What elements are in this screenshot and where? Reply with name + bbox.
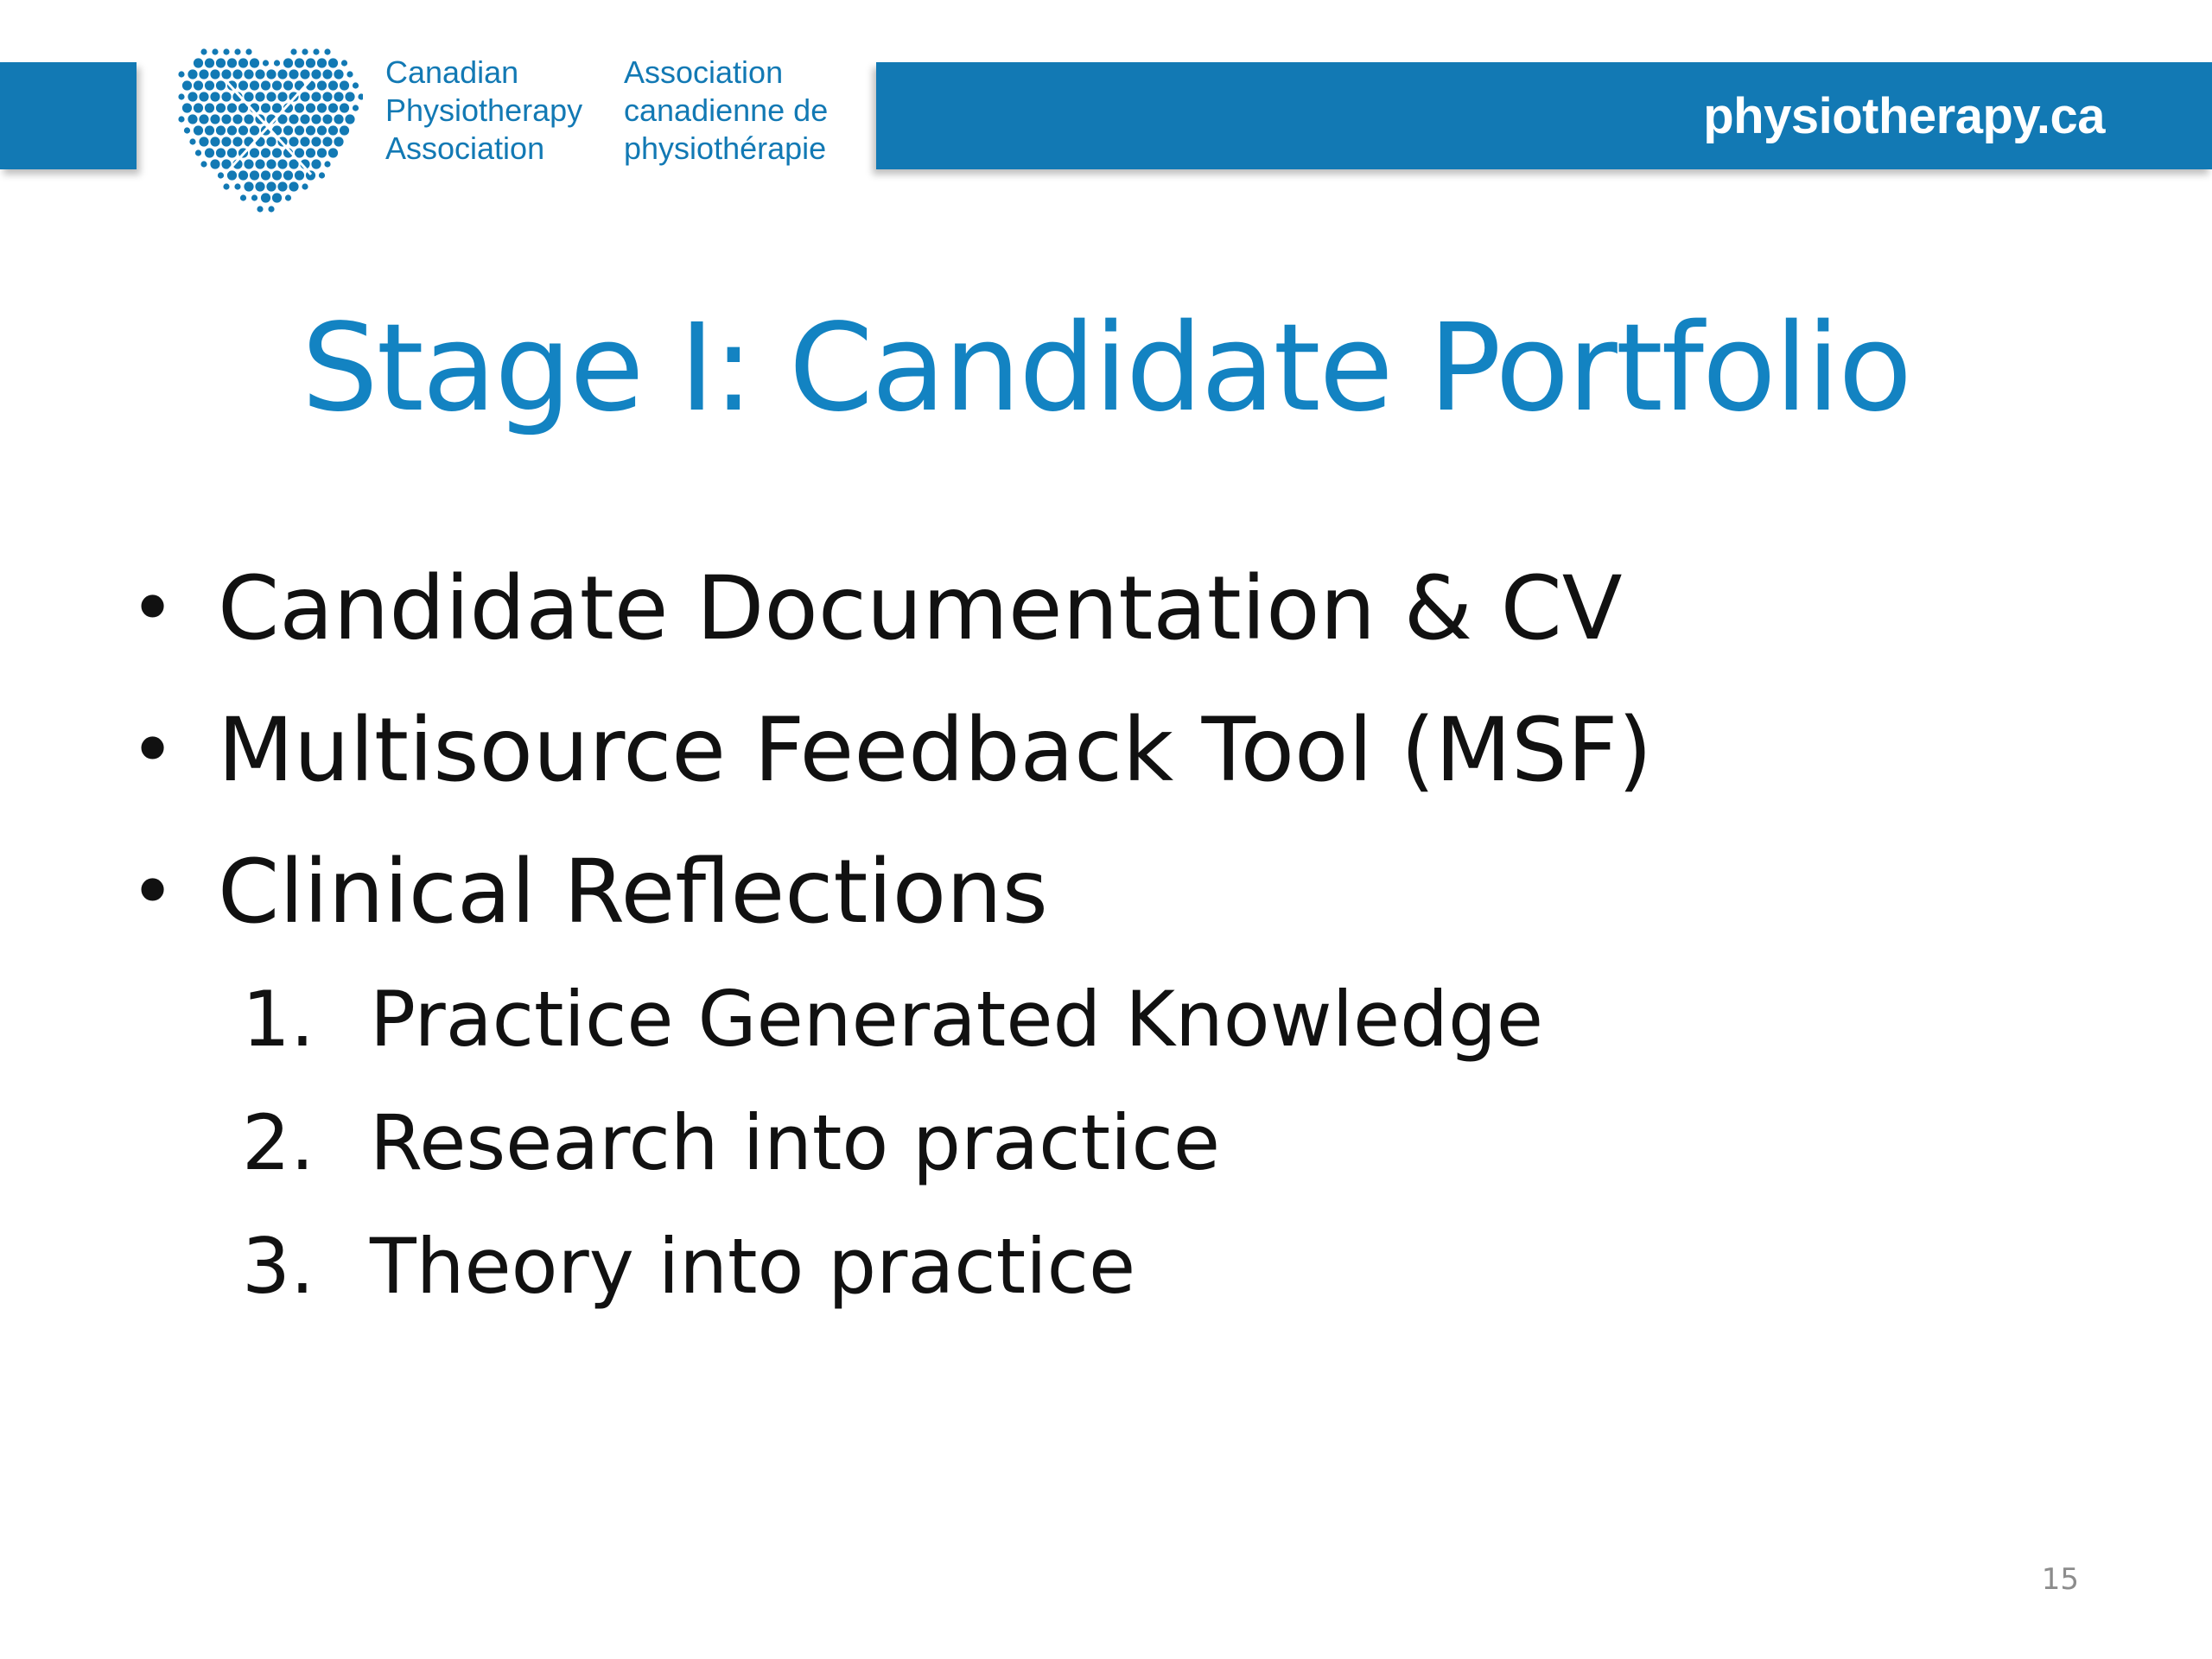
logo-dot (234, 183, 240, 189)
logo-dot (244, 92, 253, 101)
logo-dot (205, 148, 214, 157)
logo-dot (261, 148, 270, 157)
logo-dot (182, 103, 192, 112)
item-number: 3. (242, 1222, 315, 1311)
logo-dot (238, 125, 248, 135)
logo-dot (205, 103, 214, 112)
logo-dot (306, 125, 315, 135)
logo-dot (232, 114, 242, 124)
logo-dot (322, 92, 332, 101)
logo-dot (266, 92, 276, 101)
logo-dot (210, 114, 219, 124)
logo-dot (277, 159, 287, 168)
logo-dot (317, 58, 327, 67)
logo-dot (317, 80, 327, 90)
logo-dot (244, 69, 253, 79)
logo-dot (358, 93, 363, 99)
logo-dot (300, 69, 309, 79)
logo-dot (210, 159, 219, 168)
logo-dot (353, 82, 359, 88)
logo-dot (306, 103, 315, 112)
logo-dot (295, 170, 304, 180)
logo-dot (283, 170, 293, 180)
logo-dot (334, 69, 343, 79)
logo-dot (200, 161, 207, 167)
item-text: Theory into practice (370, 1222, 1136, 1311)
logo-dot (244, 114, 253, 124)
logo-dot (289, 137, 298, 146)
logo-dot (322, 114, 332, 124)
logo-dot (345, 114, 354, 124)
logo-dot (251, 194, 257, 200)
logo-dot (223, 48, 229, 54)
logo-dot (238, 58, 248, 67)
logo-dot (221, 137, 231, 146)
logo-dot (295, 125, 304, 135)
logo-dot (195, 149, 201, 156)
logo-dot (289, 114, 298, 124)
item-text: Research into practice (370, 1098, 1220, 1187)
logo-dot (340, 125, 349, 135)
logo-dot (328, 80, 338, 90)
logo-dot (324, 161, 330, 167)
logo-dot (221, 114, 231, 124)
logo-dot (227, 148, 237, 157)
logo-dot (302, 48, 308, 54)
logo-dot (244, 159, 253, 168)
logo-dot (334, 114, 343, 124)
bullet-dot-icon: • (130, 563, 176, 654)
bullet-item (130, 836, 1652, 978)
logo-dot (188, 92, 197, 101)
logo-dot (178, 93, 184, 99)
logo-dot (277, 69, 287, 79)
logo-dot (205, 58, 214, 67)
logo-dot (261, 170, 270, 180)
logo-en-line-3: Association (385, 130, 545, 166)
bullet-list (130, 553, 1652, 978)
logo-dot (328, 103, 338, 112)
logo-dot (194, 103, 203, 112)
logo-dot (295, 103, 304, 112)
logo-dot (199, 69, 208, 79)
logo-dot (322, 69, 332, 79)
logo-dot (334, 137, 343, 146)
logo-dot (232, 69, 242, 79)
logo-dot (311, 92, 321, 101)
logo-dot (189, 138, 195, 144)
logo-dot (178, 116, 184, 122)
logo-dot (261, 193, 270, 202)
logo-dot (289, 181, 298, 191)
logo-dot (272, 148, 282, 157)
logo-dot (216, 58, 226, 67)
logo-dot (221, 69, 231, 79)
logo-dot (322, 137, 332, 146)
logo-dot (261, 80, 270, 90)
logo-dot (255, 181, 264, 191)
bullet-item (130, 553, 1652, 695)
logo-en-line-2: Physiotherapy (385, 92, 583, 128)
bullet-dot-icon: • (130, 705, 176, 796)
logo-dot (289, 69, 298, 79)
logo-dot (263, 60, 269, 66)
logo-dot (283, 80, 293, 90)
logo-dot (194, 80, 203, 90)
slide-title: Stage I: Candidate Portfolio (301, 298, 1911, 439)
logo-dot (283, 58, 293, 67)
logo-dot (266, 159, 276, 168)
logo-dot (302, 183, 308, 189)
logo-dot (277, 92, 287, 101)
logo-dot (317, 148, 327, 157)
logo-dot (188, 114, 197, 124)
numbered-item (242, 1219, 1543, 1343)
bullet-text: Multisource Feedback Tool (MSF) (218, 699, 1653, 802)
logo-dot (234, 48, 240, 54)
logo-dot (319, 172, 325, 178)
logo-dot (223, 183, 229, 189)
logo-dot (227, 125, 237, 135)
logo-dot (283, 125, 293, 135)
logo-dot (346, 71, 353, 77)
logo-dot (255, 69, 264, 79)
logo-dot (257, 206, 263, 212)
logo-dot (268, 206, 274, 212)
logo-dot (317, 103, 327, 112)
logo-dot (184, 127, 190, 133)
numbered-item (242, 1096, 1543, 1219)
logo-dot (199, 92, 208, 101)
heart-dots-logo-icon (173, 45, 363, 218)
logo-dot (182, 80, 192, 90)
logo-dot (341, 60, 347, 66)
page-number: 15 (2041, 1562, 2079, 1597)
logo-dot (227, 103, 237, 112)
logo-dot (272, 170, 282, 180)
logo-dot (313, 48, 319, 54)
logo-dot (199, 137, 208, 146)
logo-dot (266, 137, 276, 146)
logo-dot (300, 92, 309, 101)
logo-dot (205, 80, 214, 90)
logo-dot (311, 137, 321, 146)
logo-dot (199, 114, 208, 124)
logo-dot (334, 92, 343, 101)
logo-dot (311, 114, 321, 124)
logo-dot (311, 159, 321, 168)
logo-dot (210, 92, 219, 101)
logo-fr-line-2: canadienne de (624, 92, 829, 128)
numbered-item (242, 972, 1543, 1096)
logo-dot (285, 194, 291, 200)
logo-dot (277, 181, 287, 191)
logo-dot (255, 92, 264, 101)
item-number: 2. (242, 1098, 315, 1187)
logo-dot (212, 48, 218, 54)
logo-dot (250, 148, 259, 157)
logo-dot (210, 137, 219, 146)
logo-dot (328, 148, 338, 157)
logo-dot (266, 181, 276, 191)
bullet-text: Candidate Documentation & CV (218, 557, 1623, 660)
logo-dot (245, 48, 251, 54)
logo-dot (200, 48, 207, 54)
logo-dot (178, 71, 184, 77)
logo-dot (306, 148, 315, 157)
logo-dot (216, 80, 226, 90)
logo-text-french (624, 54, 828, 168)
item-text: Practice Generated Knowledge (370, 975, 1544, 1064)
logo-dot (266, 69, 276, 79)
logo-en-line-1: Canadian (385, 54, 519, 90)
logo-dot (274, 60, 280, 66)
logo-dot (250, 80, 259, 90)
bullet-dot-icon: • (130, 847, 176, 938)
logo-dot (317, 125, 327, 135)
logo-dot (216, 148, 226, 157)
item-number: 1. (242, 975, 315, 1064)
logo-dot (290, 48, 296, 54)
logo-dot (210, 69, 219, 79)
logo-dot (311, 69, 321, 79)
logo-dot (324, 48, 330, 54)
logo-dot (306, 58, 315, 67)
logo-dot (250, 125, 259, 135)
header-band-left (0, 62, 137, 169)
logo-dot (244, 181, 253, 191)
logo-fr-line-1: Association (624, 54, 784, 90)
logo-dot (300, 137, 309, 146)
site-url: physiotherapy.ca (1703, 88, 2105, 144)
logo-dot (216, 103, 226, 112)
logo-text-english (385, 54, 582, 168)
logo-dot (232, 137, 242, 146)
bullet-text: Clinical Reflections (218, 841, 1048, 944)
logo-dot (340, 103, 349, 112)
logo-dot (194, 58, 203, 67)
logo-dot (295, 58, 304, 67)
logo-dot (188, 69, 197, 79)
logo-dot (240, 194, 246, 200)
logo-dot (250, 170, 259, 180)
logo-dot (205, 125, 214, 135)
bullet-item (130, 695, 1652, 836)
logo-dot (221, 92, 231, 101)
logo-dot (328, 58, 338, 67)
logo-fr-line-3: physiothérapie (624, 130, 827, 166)
logo-dot (194, 125, 203, 135)
logo-dot (345, 92, 354, 101)
logo-dot (216, 125, 226, 135)
logo-dot (300, 114, 309, 124)
logo-dot (255, 159, 264, 168)
logo-dot (272, 80, 282, 90)
logo-dot (272, 193, 282, 202)
logo-dot (261, 103, 270, 112)
logo-dot (328, 125, 338, 135)
logo-dot (218, 172, 224, 178)
logo-dot (227, 58, 237, 67)
numbered-list (242, 972, 1543, 1343)
logo-dot (238, 170, 248, 180)
logo-dot (250, 58, 259, 67)
logo-dot (353, 105, 359, 111)
logo-dot (238, 80, 248, 90)
logo-dot (340, 80, 349, 90)
